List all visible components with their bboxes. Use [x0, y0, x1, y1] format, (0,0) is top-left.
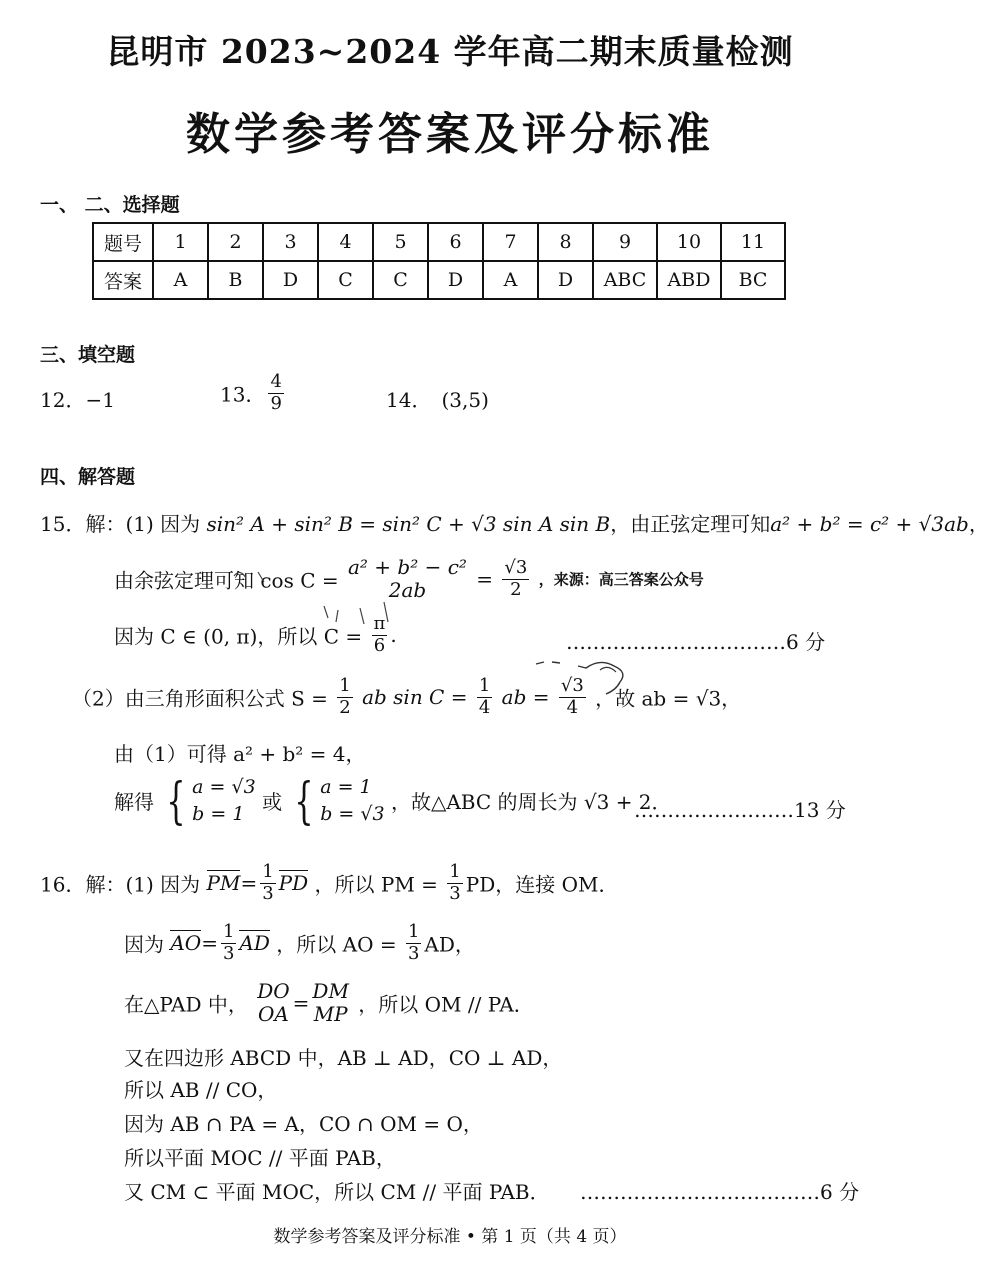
text: =	[240, 871, 258, 896]
fraction-denominator: 6	[373, 634, 386, 656]
table-cell: D	[538, 261, 593, 299]
q13-number: 13．	[220, 382, 266, 407]
text: 16．解：(1) 因为	[40, 872, 201, 897]
q12-value: −1	[85, 388, 115, 412]
fraction-denominator: 2ab	[388, 578, 427, 602]
table-cell: A	[483, 261, 538, 299]
math-expression: a² + b² = c² + √3ab	[770, 512, 969, 536]
equation: a = √3	[192, 776, 256, 798]
text: =	[201, 931, 218, 956]
fraction-numerator: π	[373, 613, 386, 634]
page-footer: 数学参考答案及评分标准 • 第 1 页（共 4 页）	[273, 1227, 627, 1247]
text: PD，连接 OM．	[465, 872, 619, 897]
table-cell: 1	[153, 223, 208, 261]
fraction-numerator: 1	[339, 675, 351, 696]
table-cell: C	[373, 261, 428, 299]
fraction-denominator: 9	[270, 392, 282, 414]
fraction-numerator: 1	[222, 921, 235, 942]
q13-answer	[220, 372, 287, 414]
fraction-numerator: 1	[262, 861, 274, 882]
equation: b = 1	[192, 802, 245, 825]
text: ，由正弦定理可知	[610, 512, 771, 536]
fraction	[559, 676, 586, 718]
text: 解得	[114, 790, 154, 815]
table-cell: A	[153, 261, 208, 299]
vector: PD	[278, 871, 309, 896]
text: AD，	[424, 932, 475, 957]
fraction-numerator: 1	[478, 675, 491, 696]
fraction-denominator: 3	[262, 882, 274, 904]
score-marker: ………………………………6 分	[580, 1180, 860, 1204]
q14-number: 14．	[386, 388, 432, 412]
table-cell: 3	[263, 223, 318, 261]
page-title: 昆明市 2023~2024 学年高二期末质量检测	[106, 32, 794, 71]
fraction-denominator: 3	[407, 942, 420, 964]
q12-answer	[40, 384, 115, 413]
fraction-numerator: 4	[270, 371, 282, 392]
table-row-numbers	[93, 223, 785, 261]
fraction	[260, 862, 275, 904]
fraction-denominator: 4	[478, 696, 491, 718]
q16-line4: 又在四边形 ABCD 中，AB ⊥ AD，CO ⊥ AD，	[124, 1046, 563, 1070]
table-cell: D	[428, 261, 483, 299]
q15-line1	[40, 508, 989, 537]
text: ，所以 AO =	[276, 932, 397, 957]
table-cell: 4	[318, 223, 373, 261]
page-subtitle: 数学参考答案及评分标准	[186, 109, 714, 160]
equation: a = 1	[320, 776, 372, 798]
fraction-numerator: 1	[407, 921, 420, 942]
text: （2）由三角形面积公式 S =	[72, 686, 328, 711]
fraction-denominator: 4	[566, 696, 579, 718]
source-note: ，来源：高三答案公众号	[538, 570, 704, 589]
q16-line6: 因为 AB ∩ PA = A，CO ∩ OM = O，	[124, 1112, 483, 1136]
q15-line6	[114, 771, 672, 830]
section-heading-choice: 一、 二、选择题	[40, 194, 180, 216]
q16-line2	[124, 922, 475, 964]
fraction-numerator: √3	[560, 675, 584, 696]
table-cell: 2	[208, 223, 263, 261]
text: 因为 C ∈ (0, π)，所以 C =	[114, 624, 363, 649]
text: .	[390, 623, 397, 648]
table-cell: 11	[721, 223, 785, 261]
table-cell: 10	[657, 223, 721, 261]
text: 或	[262, 790, 283, 815]
equation-system: { a = 1 b = √3	[294, 771, 385, 830]
q16-line5: 所以 AB // CO，	[124, 1078, 278, 1102]
fraction	[312, 980, 349, 1026]
table-cell: 7	[483, 223, 538, 261]
fraction-denominator: 3	[222, 942, 235, 964]
fraction-denominator: MP	[313, 1002, 348, 1026]
fraction	[221, 922, 236, 964]
table-cell: 6	[428, 223, 483, 261]
q15-line4	[72, 676, 741, 718]
fraction	[337, 676, 352, 718]
fraction	[406, 922, 421, 964]
table-cell: 5	[373, 223, 428, 261]
equation-system: { a = √3 b = 1	[166, 771, 256, 830]
fraction-numerator: DO	[257, 979, 290, 1003]
text: 由余弦定理可知 cos C =	[114, 568, 339, 593]
text: =	[476, 567, 494, 591]
q16-line8: 又 CM ⊂ 平面 MOC，所以 CM // 平面 PAB．	[124, 1180, 550, 1204]
q14-value: (3,5)	[441, 388, 489, 412]
math-expression: sin² A + sin² B = sin² C + √3 sin A sin B	[206, 512, 611, 536]
q16-line3	[124, 980, 534, 1026]
fraction-denominator: 2	[339, 696, 351, 718]
q16-line7: 所以平面 MOC // 平面 PAB，	[124, 1146, 396, 1170]
q13-fraction	[268, 372, 283, 414]
section-heading-solution: 四、解答题	[40, 466, 136, 488]
math-expression: ab =	[501, 685, 550, 710]
vector: AO	[170, 931, 202, 956]
fraction	[477, 676, 492, 718]
table-cell: 8	[538, 223, 593, 261]
table-cell: B	[208, 261, 263, 299]
q16-line1	[40, 862, 618, 904]
fraction-denominator: 3	[449, 882, 461, 904]
fraction	[257, 980, 289, 1026]
text: ，故 ab = √3，	[595, 686, 742, 711]
q14-answer	[386, 384, 489, 413]
row-header-answer: 答案	[93, 261, 153, 299]
fraction-numerator: DM	[312, 979, 349, 1003]
text: 在△PAD 中，	[124, 992, 248, 1017]
text: ，所以 OM // PA．	[358, 992, 534, 1017]
table-row-answers	[93, 261, 785, 299]
table-cell: ABD	[657, 261, 721, 299]
table-cell: 9	[593, 223, 657, 261]
fraction	[502, 558, 529, 600]
text: =	[292, 991, 310, 1015]
table-cell: D	[263, 261, 318, 299]
q12-number: 12．	[40, 388, 86, 412]
vector: PM	[206, 871, 241, 896]
table-cell: BC	[721, 261, 785, 299]
fraction-denominator: 2	[510, 578, 522, 600]
q15-line2	[114, 556, 704, 602]
score-marker: ……………………………6 分	[566, 630, 826, 654]
score-marker: ……………………13 分	[634, 798, 846, 822]
section-heading-fill: 三、填空题	[40, 344, 136, 366]
text: 因为	[124, 932, 164, 957]
fraction-numerator: √3	[504, 556, 528, 578]
table-cell: ABC	[593, 261, 657, 299]
q15-line5: 由（1）可得 a² + b² = 4，	[114, 742, 366, 766]
fraction-numerator: 1	[449, 861, 461, 882]
fraction-denominator: OA	[258, 1002, 289, 1026]
handwritten-scribble	[228, 566, 403, 626]
fraction-numerator: a² + b² − c²	[348, 555, 467, 579]
vector: AD	[239, 931, 270, 956]
fraction	[447, 862, 462, 904]
text: ，故△ABC 的周长为 √3 + 2．	[390, 790, 672, 815]
equation: b = √3	[320, 802, 385, 825]
text: 15．解：(1) 因为	[40, 512, 201, 536]
math-expression: ab sin C =	[362, 685, 468, 710]
text: ，所以 PM =	[314, 872, 438, 897]
row-header-question: 题号	[93, 223, 153, 261]
answer-table	[92, 222, 786, 300]
table-cell: C	[318, 261, 373, 299]
text: ，	[968, 512, 989, 536]
